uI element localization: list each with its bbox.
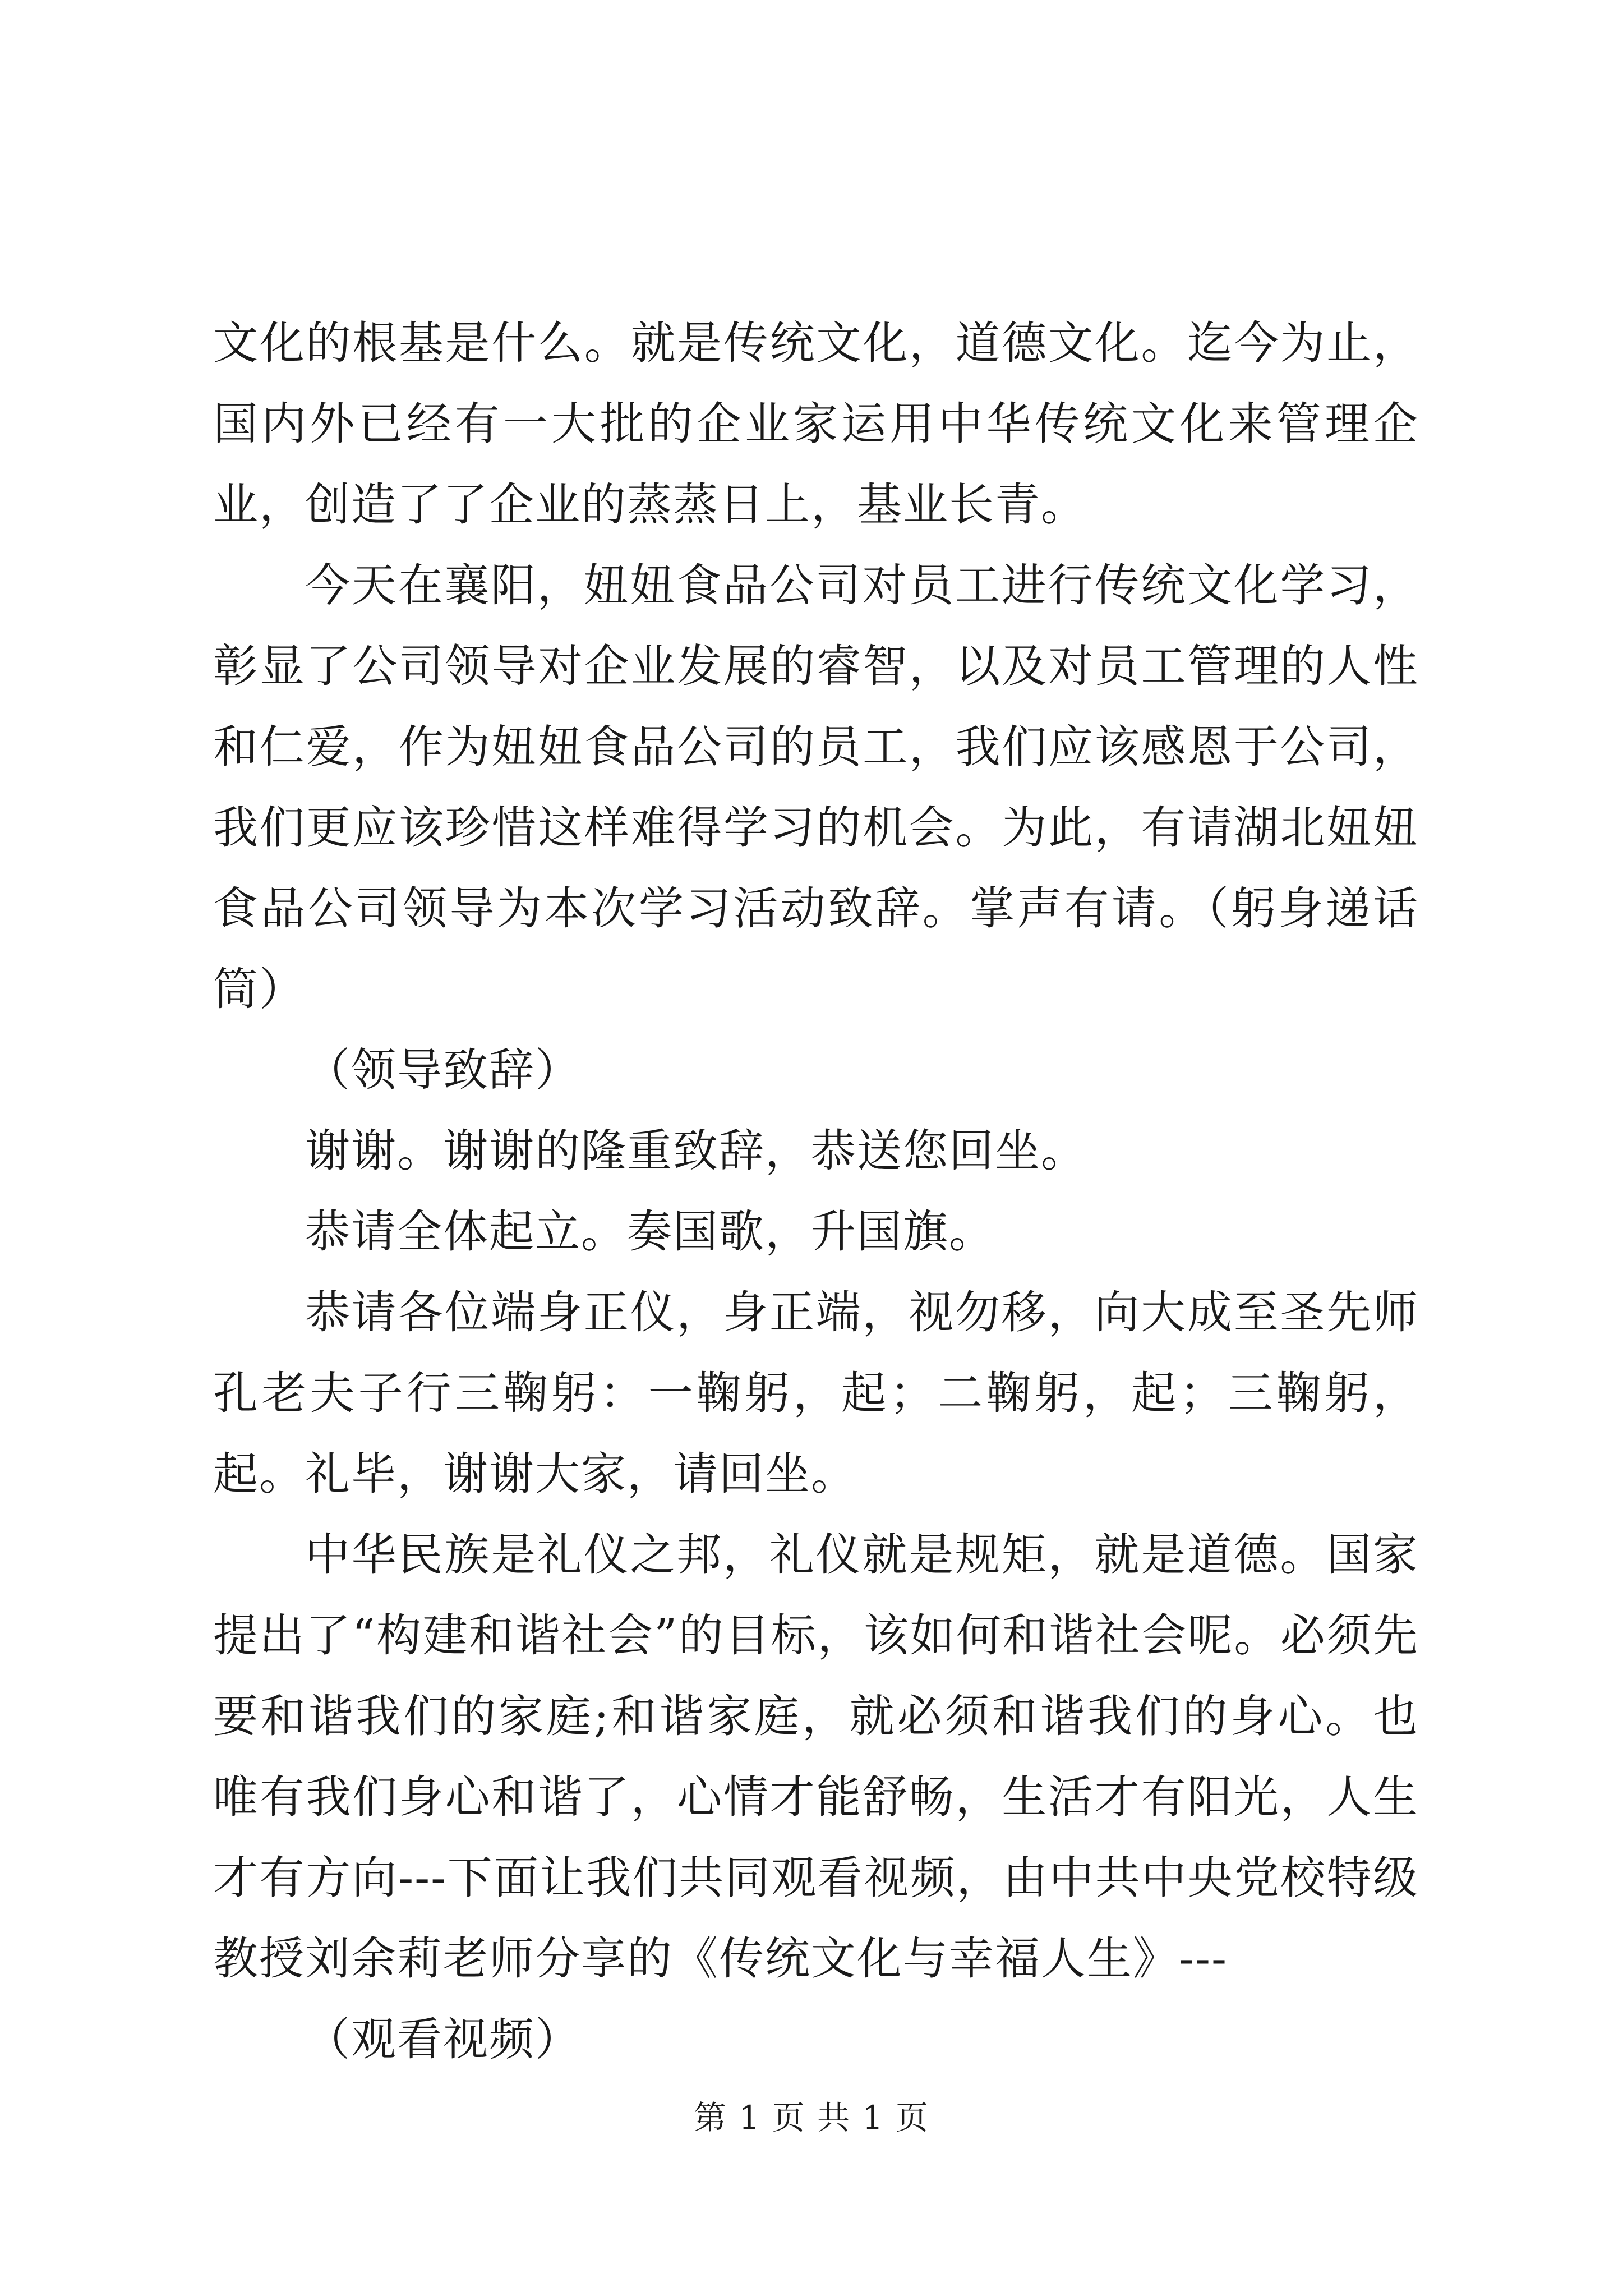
paragraph-thanks: 谢谢。谢谢的隆重致辞，恭送您回坐。 [305, 1125, 1087, 1177]
paragraph-company-study: 今天在襄阳，妞妞食品公司对员工进行传统文化学习，彰显了公司领导对企业发展的睿智，以及对员工管理的人性和仁爱，作为妞妞食品公司的员工，我们应该感恩于公司，我们更应该珍惜这样难得学习的机会。为此，有请湖北妞妞食品公司领导为本次学习活动致辞。掌声有请。（躬身递话筒） [213, 559, 1419, 1015]
paragraph-leader-speech-note: （领导致辞） [305, 1044, 581, 1096]
paragraph-bow-ceremony: 恭请各位端身正仪，身正端，视勿移，向大成至圣先师孔老夫子行三鞠躬：一鞠躬，起；二鞠躬，起；三鞠躬，起。礼毕，谢谢大家，请回坐。 [213, 1286, 1419, 1500]
document-body [213, 303, 1419, 2080]
paragraph-harmony: 中华民族是礼仪之邦，礼仪就是规矩，就是道德。国家提出了“构建和谐社会”的目标，该如何和谐社会呢。必须先要和谐我们的家庭;和谐家庭，就必须和谐我们的身心。也唯有我们身心和谐了，心情才能舒畅，生活才有阳光，人生才有方向---下面让我们共同观看视频，由中共中央党校特级教授刘余莉老师分享的《传统文化与幸福人生》--- [213, 1529, 1419, 1985]
page-number: 第 1 页 共 1 页 [694, 2099, 929, 2137]
paragraph-intro: 文化的根基是什么。就是传统文化，道德文化。迄今为止，国内外已经有一大批的企业家运用中华传统文化来管理企业，创造了了企业的蒸蒸日上，基业长青。 [213, 317, 1419, 531]
paragraph-watch-video-note: （观看视频） [305, 2013, 581, 2065]
paragraph-national-anthem: 恭请全体起立。奏国歌，升国旗。 [305, 1205, 995, 1258]
page-footer [0, 2095, 1623, 2140]
